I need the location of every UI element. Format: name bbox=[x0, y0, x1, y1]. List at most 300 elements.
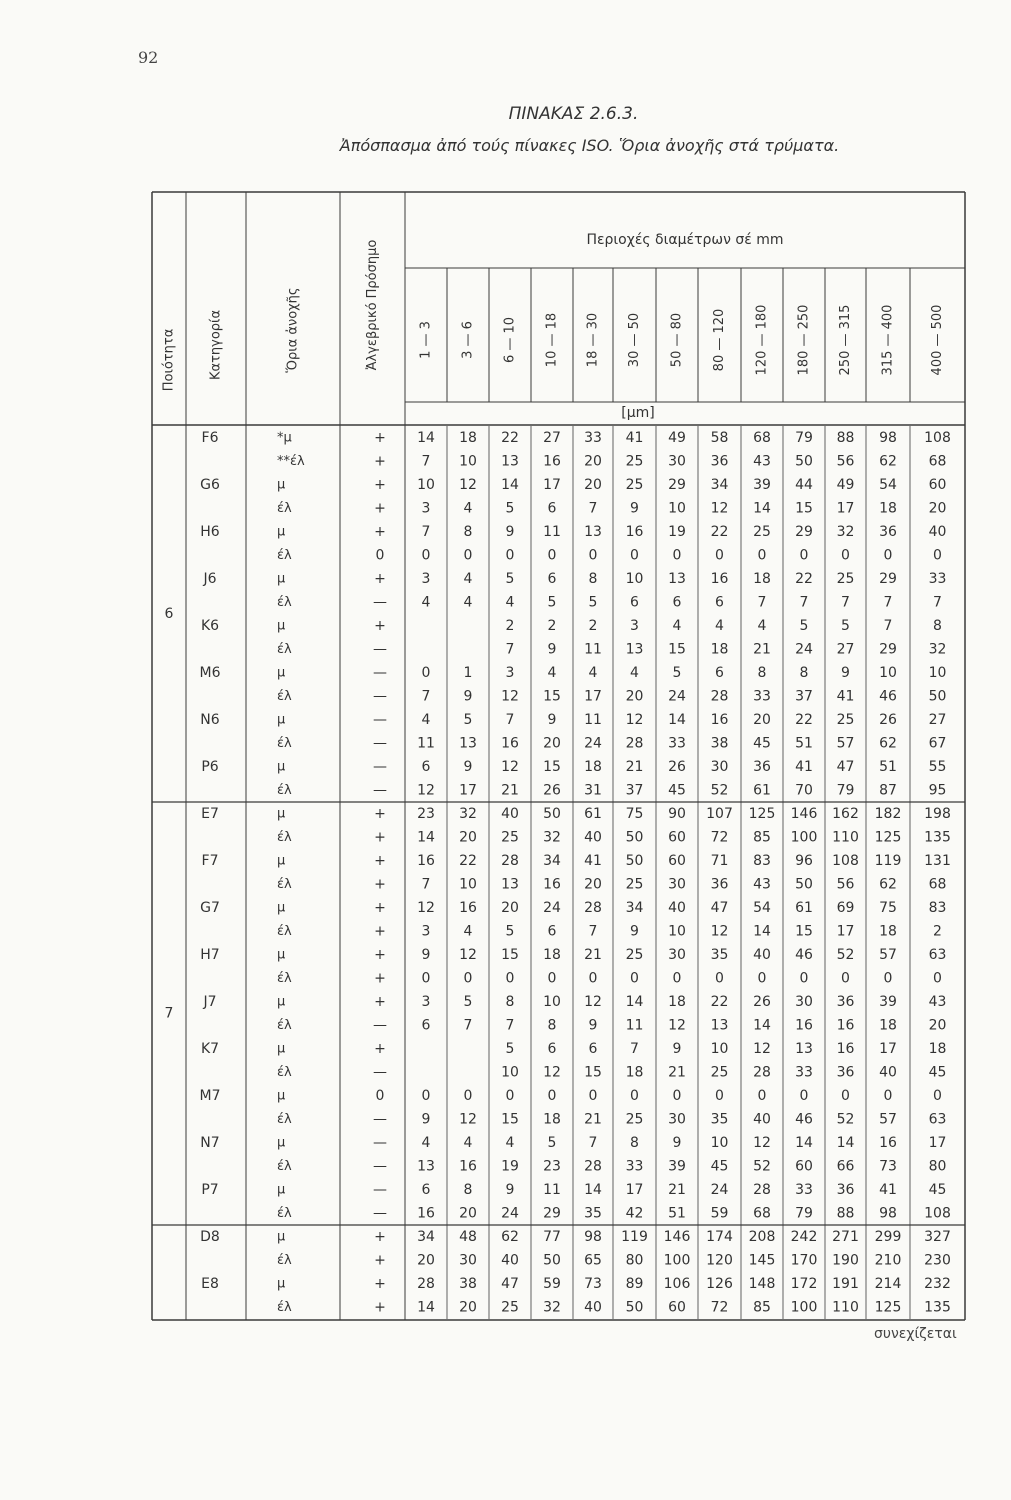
table-cell: 0 bbox=[505, 970, 515, 987]
table-cell: 327 bbox=[924, 1228, 951, 1245]
row-limit: έλ bbox=[277, 1299, 292, 1315]
table-cell: 28 bbox=[584, 899, 602, 916]
table-cell: 33 bbox=[625, 1158, 644, 1175]
table-cell: 9 bbox=[547, 711, 557, 728]
table-cell: 0 bbox=[630, 1087, 639, 1104]
table-cell: 100 bbox=[790, 829, 818, 846]
table-cell: 65 bbox=[584, 1252, 602, 1269]
table-cell: 10 bbox=[625, 570, 644, 587]
table-cell: 96 bbox=[795, 852, 813, 869]
table-cell: 4 bbox=[757, 617, 767, 634]
table-cell: 4 bbox=[505, 1134, 515, 1151]
table-cell: 40 bbox=[584, 1299, 602, 1316]
table-cell: 90 bbox=[668, 805, 686, 822]
table-cell: 47 bbox=[836, 758, 855, 775]
row-category: G7 bbox=[200, 899, 220, 916]
table-cell: 20 bbox=[928, 1017, 947, 1034]
table-cell: 59 bbox=[543, 1275, 561, 1292]
table-cell: 50 bbox=[625, 852, 644, 869]
table-cell: 0 bbox=[715, 547, 724, 564]
table-cell: 47 bbox=[710, 899, 729, 916]
table-cell: 7 bbox=[421, 876, 431, 893]
table-cell: 61 bbox=[753, 782, 771, 799]
table-cell: 47 bbox=[501, 1275, 519, 1292]
table-cell: 15 bbox=[543, 688, 561, 705]
row-limit: μ bbox=[277, 947, 286, 963]
table-cell: 6 bbox=[715, 594, 724, 611]
range-label: 10 — 18 bbox=[544, 312, 560, 368]
table-cell: 89 bbox=[625, 1275, 644, 1292]
table-cell: 25 bbox=[836, 570, 855, 587]
table-cell: 34 bbox=[543, 852, 561, 869]
table-cell: 7 bbox=[757, 594, 767, 611]
table-cell: 125 bbox=[874, 829, 902, 846]
table-cell: 3 bbox=[630, 617, 639, 634]
table-cell: 52 bbox=[753, 1158, 771, 1175]
table-cell: 60 bbox=[795, 1158, 813, 1175]
table-cell: 12 bbox=[501, 688, 519, 705]
table-cell: 172 bbox=[790, 1275, 818, 1292]
table-cell: 8 bbox=[505, 993, 515, 1010]
row-limit: μ bbox=[277, 712, 286, 728]
table-cell: 7 bbox=[883, 617, 893, 634]
row-limit: μ bbox=[277, 1229, 286, 1245]
table-cell: 18 bbox=[543, 1111, 561, 1128]
table-cell: 36 bbox=[836, 1181, 855, 1198]
table-cell: 16 bbox=[795, 1017, 813, 1034]
table-cell: 37 bbox=[625, 782, 644, 799]
table-cell: 40 bbox=[879, 1064, 897, 1081]
header-quality: Ποιότητα bbox=[161, 328, 177, 392]
table-cell: 88 bbox=[836, 1205, 855, 1222]
row-limit: έλ bbox=[277, 970, 292, 986]
table-cell: 57 bbox=[879, 1111, 897, 1128]
table-cell: 0 bbox=[757, 970, 767, 987]
row-sign: — bbox=[373, 1134, 387, 1151]
row-category: M7 bbox=[199, 1087, 221, 1104]
table-cell: 38 bbox=[459, 1275, 477, 1292]
table-cell: 232 bbox=[924, 1275, 951, 1292]
table-cell: 22 bbox=[710, 993, 729, 1010]
table-cell: 43 bbox=[753, 876, 771, 893]
table-cell: 26 bbox=[668, 758, 686, 775]
table-cell: 4 bbox=[547, 664, 557, 681]
table-cell: 10 bbox=[501, 1064, 519, 1081]
row-sign: + bbox=[374, 1252, 386, 1269]
table-cell: 9 bbox=[672, 1040, 682, 1057]
table-cell: 28 bbox=[625, 735, 644, 752]
table-cell: 7 bbox=[588, 500, 598, 517]
table-cell: 0 bbox=[463, 970, 473, 987]
table-cell: 0 bbox=[588, 547, 598, 564]
table-cell: 14 bbox=[753, 1017, 771, 1034]
row-sign: + bbox=[374, 1275, 386, 1292]
table-cell: 63 bbox=[928, 1111, 947, 1128]
table-cell: 60 bbox=[668, 829, 686, 846]
table-cell: 20 bbox=[584, 476, 602, 493]
table-cell: 2 bbox=[588, 617, 598, 634]
table-cell: 15 bbox=[795, 500, 813, 517]
table-cell: 26 bbox=[753, 993, 771, 1010]
table-cell: 110 bbox=[832, 1299, 859, 1316]
table-cell: 0 bbox=[841, 1087, 850, 1104]
row-category: F6 bbox=[201, 429, 219, 446]
table-cell: 5 bbox=[841, 617, 850, 634]
continued-note: συνεχίζεται bbox=[874, 1326, 957, 1342]
table-cell: 43 bbox=[928, 993, 947, 1010]
table-cell: 41 bbox=[836, 688, 855, 705]
table-cell: 51 bbox=[795, 735, 813, 752]
table-cell: 6 bbox=[547, 923, 557, 940]
table-cell: 15 bbox=[543, 758, 561, 775]
header-category: Κατηγορία bbox=[208, 309, 224, 381]
table-cell: 40 bbox=[753, 946, 771, 963]
table-cell: 54 bbox=[879, 476, 897, 493]
table-cell: 21 bbox=[668, 1181, 686, 1198]
row-limit: έλ bbox=[277, 876, 292, 892]
table-cell: 9 bbox=[841, 664, 850, 681]
table-cell: 95 bbox=[928, 782, 947, 799]
table-cell: 17 bbox=[543, 476, 561, 493]
table-cell: 0 bbox=[421, 664, 431, 681]
table-cell: 30 bbox=[795, 993, 813, 1010]
table-cell: 42 bbox=[625, 1205, 644, 1222]
table-cell: 5 bbox=[505, 570, 515, 587]
table-cell: 0 bbox=[841, 970, 850, 987]
table-cell: 5 bbox=[547, 594, 557, 611]
table-cell: 50 bbox=[795, 453, 813, 470]
table-cell: 146 bbox=[790, 805, 818, 822]
table-cell: 12 bbox=[543, 1064, 561, 1081]
table-cell: 7 bbox=[630, 1040, 639, 1057]
row-limit: μ bbox=[277, 618, 286, 634]
table-cell: 16 bbox=[710, 570, 729, 587]
table-cell: 271 bbox=[832, 1228, 859, 1245]
table-cell: 0 bbox=[630, 970, 639, 987]
table-cell: 4 bbox=[715, 617, 724, 634]
table-cell: 24 bbox=[795, 641, 813, 658]
table-cell: 49 bbox=[836, 476, 855, 493]
table-cell: 39 bbox=[753, 476, 771, 493]
row-limit: έλ bbox=[277, 829, 292, 845]
table-cell: 25 bbox=[625, 453, 644, 470]
row-category: F7 bbox=[201, 852, 219, 869]
table-cell: 18 bbox=[668, 993, 686, 1010]
row-limit: **έλ bbox=[277, 453, 305, 469]
table-cell: 85 bbox=[753, 829, 771, 846]
table-cell: 50 bbox=[543, 805, 561, 822]
table-cell: 25 bbox=[501, 1299, 519, 1316]
table-cell: 5 bbox=[463, 711, 473, 728]
row-sign: + bbox=[374, 500, 386, 517]
table-cell: 12 bbox=[417, 782, 435, 799]
row-sign: — bbox=[373, 641, 387, 658]
table-cell: 0 bbox=[588, 1087, 598, 1104]
table-cell: 170 bbox=[790, 1252, 818, 1269]
table-cell: 45 bbox=[753, 735, 771, 752]
table-cell: 55 bbox=[928, 758, 947, 775]
table-cell: 17 bbox=[584, 688, 602, 705]
table-cell: 41 bbox=[584, 852, 602, 869]
row-category: E8 bbox=[201, 1275, 219, 1292]
table-cell: 19 bbox=[501, 1158, 519, 1175]
table-cell: 21 bbox=[625, 758, 644, 775]
table-cell: 14 bbox=[753, 500, 771, 517]
table-cell: 9 bbox=[505, 1181, 515, 1198]
table-cell: 126 bbox=[706, 1275, 733, 1292]
table-cell: 87 bbox=[879, 782, 897, 799]
table-cell: 70 bbox=[795, 782, 813, 799]
table-cell: 80 bbox=[625, 1252, 644, 1269]
table-cell: 39 bbox=[668, 1158, 686, 1175]
table-cell: 52 bbox=[710, 782, 729, 799]
row-sign: 0 bbox=[375, 1087, 385, 1104]
range-label: 1 — 3 bbox=[418, 321, 434, 359]
row-limit: μ bbox=[277, 524, 286, 540]
table-cell: 10 bbox=[417, 476, 435, 493]
table-cell: 28 bbox=[417, 1275, 435, 1292]
table-cell: 69 bbox=[836, 899, 855, 916]
table-cell: 14 bbox=[417, 429, 435, 446]
table-cell: 4 bbox=[463, 594, 473, 611]
table-cell: 5 bbox=[505, 1040, 515, 1057]
table-cell: 108 bbox=[832, 852, 859, 869]
range-label: 3 — 6 bbox=[460, 321, 476, 359]
table-cell: 34 bbox=[417, 1228, 435, 1245]
table-cell: 9 bbox=[505, 523, 515, 540]
table-cell: 7 bbox=[588, 923, 598, 940]
table-cell: 11 bbox=[625, 1017, 644, 1034]
table-cell: 6 bbox=[547, 500, 557, 517]
table-cell: 190 bbox=[832, 1252, 859, 1269]
table-cell: 0 bbox=[715, 1087, 724, 1104]
table-cell: 28 bbox=[753, 1181, 771, 1198]
row-category: H6 bbox=[200, 523, 220, 540]
table-cell: 66 bbox=[836, 1158, 855, 1175]
table-cell: 88 bbox=[836, 429, 855, 446]
row-sign: + bbox=[374, 570, 386, 587]
table-cell: 40 bbox=[501, 805, 519, 822]
table-cell: 14 bbox=[795, 1134, 813, 1151]
table-cell: 73 bbox=[584, 1275, 602, 1292]
table-cell: 108 bbox=[924, 1205, 951, 1222]
table-cell: 18 bbox=[584, 758, 602, 775]
row-category: E7 bbox=[201, 805, 219, 822]
row-sign: + bbox=[374, 476, 386, 493]
table-cell: 45 bbox=[668, 782, 686, 799]
table-cell: 14 bbox=[417, 829, 435, 846]
table-cell: 7 bbox=[421, 453, 431, 470]
table-cell: 119 bbox=[621, 1228, 648, 1245]
table-cell: 8 bbox=[799, 664, 809, 681]
table-cell: 67 bbox=[928, 735, 947, 752]
table-cell: 20 bbox=[584, 453, 602, 470]
range-label: 6 — 10 bbox=[502, 316, 518, 364]
table-cell: 41 bbox=[795, 758, 813, 775]
table-cell: 24 bbox=[501, 1205, 519, 1222]
table-cell: 62 bbox=[879, 735, 897, 752]
table-cell: 0 bbox=[630, 547, 639, 564]
row-limit: έλ bbox=[277, 1252, 292, 1268]
table-cell: 40 bbox=[753, 1111, 771, 1128]
table-cell: 135 bbox=[924, 829, 951, 846]
table-cell: 16 bbox=[459, 1158, 477, 1175]
table-cell: 100 bbox=[663, 1252, 691, 1269]
table-cell: 12 bbox=[625, 711, 644, 728]
row-sign: + bbox=[374, 617, 386, 634]
table-cell: 45 bbox=[928, 1181, 947, 1198]
table-cell: 9 bbox=[421, 946, 431, 963]
row-sign: — bbox=[373, 782, 387, 799]
table-cell: 0 bbox=[547, 1087, 557, 1104]
table-cell: 20 bbox=[459, 829, 477, 846]
table-cell: 6 bbox=[547, 1040, 557, 1057]
table-cell: 0 bbox=[421, 547, 431, 564]
table-cell: 3 bbox=[505, 664, 515, 681]
row-sign: — bbox=[373, 1111, 387, 1128]
table-cell: 22 bbox=[795, 711, 813, 728]
table-cell: 5 bbox=[463, 993, 473, 1010]
table-cell: 8 bbox=[933, 617, 942, 634]
row-category: K7 bbox=[200, 1040, 220, 1057]
table-cell: 6 bbox=[672, 594, 682, 611]
table-cell: 60 bbox=[928, 476, 947, 493]
row-limit: έλ bbox=[277, 782, 292, 798]
table-cell: 5 bbox=[588, 594, 598, 611]
table-cell: 17 bbox=[459, 782, 477, 799]
table-cell: 30 bbox=[459, 1252, 477, 1269]
table-cell: 10 bbox=[668, 923, 686, 940]
table-cell: 36 bbox=[710, 453, 729, 470]
table-cell: 10 bbox=[668, 500, 686, 517]
table-cell: 7 bbox=[505, 711, 515, 728]
table-cell: 43 bbox=[753, 453, 771, 470]
header-sign: Ἀλγεβρικό Πρόσημο bbox=[365, 239, 380, 371]
table-cell: 18 bbox=[625, 1064, 644, 1081]
table-cell: 51 bbox=[668, 1205, 686, 1222]
table-cell: 0 bbox=[672, 970, 682, 987]
row-sign: + bbox=[374, 946, 386, 963]
table-cell: 17 bbox=[879, 1040, 897, 1057]
table-cell: 36 bbox=[753, 758, 771, 775]
table-cell: 13 bbox=[417, 1158, 435, 1175]
row-sign: + bbox=[374, 899, 386, 916]
table-cell: 0 bbox=[505, 1087, 515, 1104]
table-cell: 85 bbox=[753, 1299, 771, 1316]
row-limit: μ bbox=[277, 665, 286, 681]
table-cell: 98 bbox=[879, 429, 897, 446]
table-cell: 7 bbox=[588, 1134, 598, 1151]
table-cell: 21 bbox=[584, 946, 602, 963]
table-cell: 33 bbox=[584, 429, 602, 446]
table-cell: 28 bbox=[710, 688, 729, 705]
row-sign: — bbox=[373, 735, 387, 752]
row-sign: + bbox=[374, 1040, 386, 1057]
table-cell: 77 bbox=[543, 1228, 561, 1245]
table-cell: 6 bbox=[588, 1040, 598, 1057]
table-cell: 25 bbox=[625, 876, 644, 893]
table-cell: 4 bbox=[463, 500, 473, 517]
table-cell: 17 bbox=[625, 1181, 644, 1198]
table-cell: 17 bbox=[928, 1134, 947, 1151]
table-cell: 36 bbox=[710, 876, 729, 893]
table-cell: 30 bbox=[668, 1111, 686, 1128]
table-cell: 10 bbox=[459, 876, 477, 893]
table-cell: 7 bbox=[933, 594, 942, 611]
table-cell: 32 bbox=[836, 523, 855, 540]
table-cell: 25 bbox=[625, 946, 644, 963]
table-cell: 18 bbox=[459, 429, 477, 446]
table-cell: 98 bbox=[584, 1228, 602, 1245]
table-cell: 10 bbox=[879, 664, 897, 681]
table-cell: 27 bbox=[928, 711, 947, 728]
table-cell: 8 bbox=[757, 664, 767, 681]
table-cell: 51 bbox=[879, 758, 897, 775]
table-cell: 13 bbox=[501, 453, 519, 470]
table-cell: 22 bbox=[501, 429, 519, 446]
table-cell: 9 bbox=[421, 1111, 431, 1128]
header-unit: [μm] bbox=[621, 405, 655, 421]
row-limit: έλ bbox=[277, 594, 292, 610]
row-sign: + bbox=[374, 852, 386, 869]
range-label: 120 — 180 bbox=[754, 304, 770, 376]
table-cell: 20 bbox=[753, 711, 771, 728]
table-cell: 100 bbox=[790, 1299, 818, 1316]
table-cell: 16 bbox=[836, 1017, 855, 1034]
table-cell: 12 bbox=[710, 923, 729, 940]
table-cell: 1 bbox=[463, 664, 473, 681]
table-cell: 31 bbox=[584, 782, 602, 799]
table-cell: 18 bbox=[879, 923, 897, 940]
table-cell: 75 bbox=[879, 899, 897, 916]
table-cell: 63 bbox=[928, 946, 947, 963]
table-cell: 24 bbox=[668, 688, 686, 705]
table-cell: 15 bbox=[501, 1111, 519, 1128]
table-cell: 15 bbox=[795, 923, 813, 940]
table-cell: 12 bbox=[753, 1134, 771, 1151]
table-cell: 20 bbox=[417, 1252, 435, 1269]
table-cell: 20 bbox=[625, 688, 644, 705]
table-cell: 40 bbox=[584, 829, 602, 846]
row-limit: έλ bbox=[277, 735, 292, 751]
table-cell: 60 bbox=[668, 1299, 686, 1316]
table-cell: 24 bbox=[710, 1181, 729, 1198]
table-cell: 45 bbox=[710, 1158, 729, 1175]
table-cell: 6 bbox=[421, 1017, 431, 1034]
table-cell: 208 bbox=[748, 1228, 776, 1245]
range-label: 30 — 50 bbox=[627, 312, 642, 368]
table-cell: 14 bbox=[836, 1134, 855, 1151]
table-cell: 21 bbox=[753, 641, 771, 658]
table-cell: 56 bbox=[836, 453, 855, 470]
table-cell: 4 bbox=[421, 594, 431, 611]
table-cell: 24 bbox=[584, 735, 602, 752]
row-limit: μ bbox=[277, 806, 286, 822]
table-cell: 11 bbox=[543, 523, 561, 540]
table-cell: 6 bbox=[715, 664, 724, 681]
table-cell: 0 bbox=[883, 1087, 893, 1104]
row-category: P6 bbox=[201, 758, 219, 775]
table-cell: 11 bbox=[584, 641, 602, 658]
table-cell: 0 bbox=[463, 1087, 473, 1104]
row-limit: μ bbox=[277, 571, 286, 587]
table-cell: 36 bbox=[836, 1064, 855, 1081]
row-sign: — bbox=[373, 1205, 387, 1222]
table-cell: 4 bbox=[463, 1134, 473, 1151]
table-cell: 110 bbox=[832, 829, 859, 846]
table-cell: 22 bbox=[795, 570, 813, 587]
row-sign: + bbox=[374, 805, 386, 822]
